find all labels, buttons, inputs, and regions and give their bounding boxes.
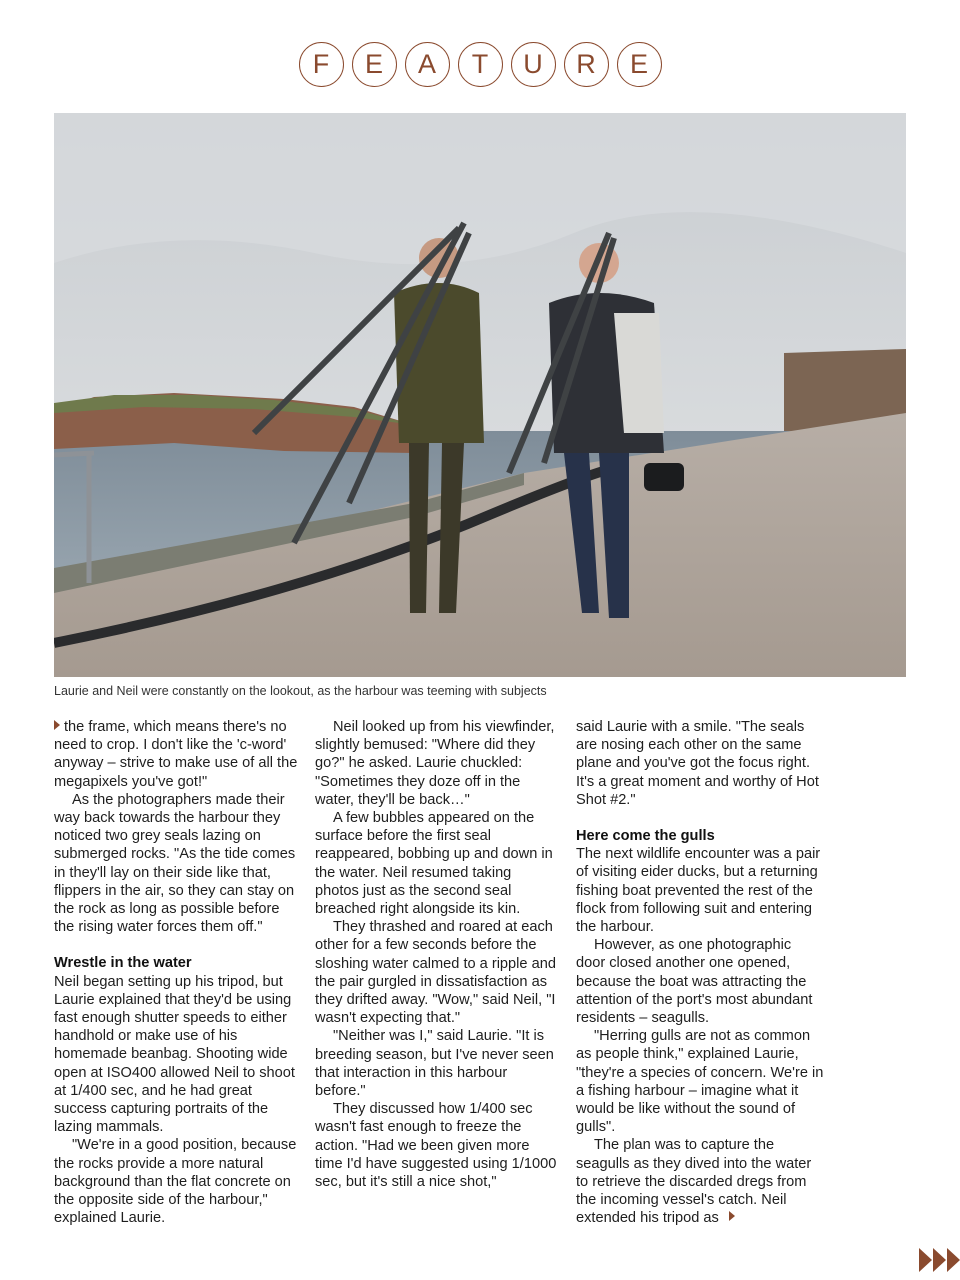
paragraph: said Laurie with a smile. "The seals are nosing each other on the same plane and you've got the focus right. It's a great moment and worthy of Hot Shot #2." (576, 719, 819, 808)
paragraph: "We're in a good position, because the rocks provide a more natural background than the flat concrete on the opposite side of the harbour," explained Laurie. (54, 1137, 297, 1227)
paragraph: As the photographers made their way back towards the harbour they noticed two grey seals lazing on submerged rocks. "As the tide comes in they'll lay on their side like that, flippers in the air, so they can stay on the rock as long as possible before the rising water forces them off." (54, 791, 296, 936)
paragraph: Neil began setting up his tripod, but Laurie explained that they'd be using fast enough shutter speeds to either handhold or make use of his homemade beanbag. Shooting wide open at ISO400 allowed Neil to shoot at 1/400 sec, and he had great success capturing portraits of the lazing mammals. (54, 973, 295, 1136)
feature-letter: R (564, 42, 609, 87)
photo-caption: Laurie and Neil were constantly on the lookout, as the harbour was teeming with subjects (54, 684, 547, 698)
arrow-icon (947, 1248, 960, 1272)
continued-marker-icon (54, 720, 60, 730)
paragraph: A few bubbles appeared on the surface before the first seal reappeared, bobbing up and down in the water. Neil resumed taking photos just as the second seal breached right alongside its kin. (315, 810, 553, 918)
article-column-2 (315, 718, 559, 1191)
next-page-arrows-icon[interactable] (919, 1248, 960, 1272)
paragraph (54, 718, 298, 791)
paragraph: "Neither was I," said Laurie. "It is breeding season, but I've never seen that interaction in this harbour before." (315, 1028, 554, 1100)
subheading: Wrestle in the water (54, 955, 192, 972)
paragraph-text: the frame, which means there's no need to crop. I don't like the 'c-word' anyway – strive to make use of all the megapixels you've got!" (54, 719, 298, 790)
paragraph: Neil looked up from his viewfinder, slightly bemused: "Where did they go?" he asked. Laurie chuckled: "Sometimes they doze off in the water, they'll be back…" (315, 719, 555, 808)
arrow-icon (919, 1248, 932, 1272)
paragraph: "Herring gulls are not as common as people think," explained Laurie, "they're a species of concern. We're in a fishing harbour – imagine what it would be like without the sound of gulls". (576, 1028, 824, 1136)
paragraph: They discussed how 1/400 sec wasn't fast enough to freeze the action. "Had we been given more time I'd have suggested using 1/1000 sec, but it's still a nice shot," (315, 1101, 557, 1191)
feature-header (0, 42, 960, 87)
feature-letter: T (458, 42, 503, 87)
feature-letter: F (299, 42, 344, 87)
article-column-1 (54, 718, 298, 1227)
paragraph (576, 1136, 824, 1227)
subheading: Here come the gulls (576, 828, 715, 845)
feature-letter: E (617, 42, 662, 87)
continue-marker-icon (729, 1211, 735, 1221)
harbour-photo-illustration (54, 113, 906, 677)
feature-photo (54, 113, 906, 677)
article-column-3 (576, 718, 824, 1227)
paragraph-text: The plan was to capture the seagulls as they dived into the water to retrieve the discarded dregs from the incoming vessel's catch. Neil extended his tripod as (576, 1137, 812, 1227)
paragraph: However, as one photographic door closed another one opened, because the boat was attracting the attention of the port's most abundant residents – seagulls. (576, 937, 813, 1027)
paragraph: They thrashed and roared at each other for a few seconds before the sloshing water calmed to a ripple and the pair gurgled in dissatisfaction as they drifted away. "Wow," said Neil, "I wasn't expecting that." (315, 919, 556, 1027)
feature-letter: A (405, 42, 450, 87)
arrow-icon (933, 1248, 946, 1272)
feature-letter: U (511, 42, 556, 87)
feature-letter: E (352, 42, 397, 87)
paragraph: The next wildlife encounter was a pair of visiting eider ducks, but a returning fishing boat prevented the rest of the flock from following suit and entering the harbour. (576, 846, 821, 936)
